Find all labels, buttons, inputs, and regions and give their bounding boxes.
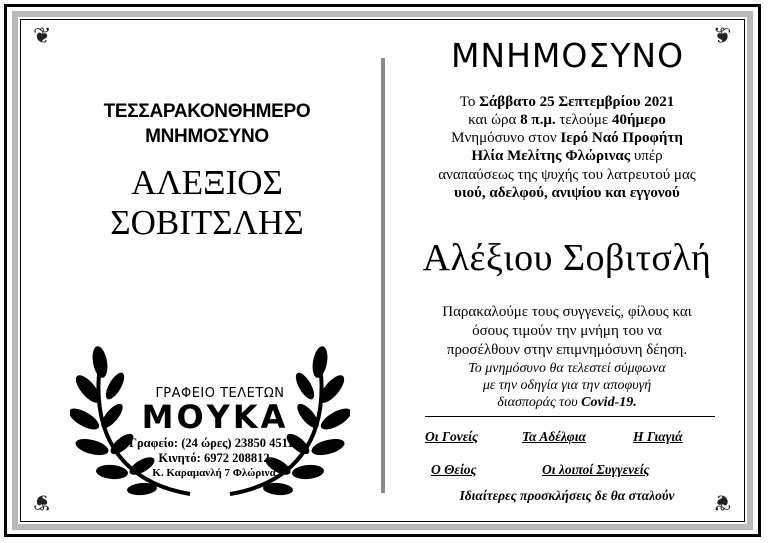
signature-siblings: Τα Αδέλφια [522, 429, 586, 444]
repose-line: αναπαύσεως της ψυχής του λατρευτού μας [438, 167, 696, 183]
signature-grandmother: Η Γιαγιά [633, 429, 683, 444]
church-line1: Μνημόσυνο στον Ιερό Ναό Προφήτη [451, 130, 683, 146]
service-time-line: και ώρα 8 π.μ. τελούμε 40ήμερο [468, 112, 666, 128]
separator-line [425, 416, 715, 417]
service-type: 40ήμερο [611, 112, 666, 128]
signature-parents: Οι Γονείς [425, 429, 479, 444]
invitation-line2: όσους τιμούν την μνήμη του να [472, 323, 662, 339]
corner-ornament-icon: ❦ [713, 489, 732, 514]
vertical-divider [381, 58, 385, 493]
relation-line: υιού, αδελφού, ανιψίου και εγγονού [454, 185, 680, 201]
invitation-line3: προσέλθουν στην επιμνημόσυνη δέηση. [446, 342, 688, 358]
left-title-line1: ΤΕΣΣΑΡΑΚΟΝΘΗΜΕΡΟ [103, 101, 311, 122]
corner-ornament-icon: ❦ [33, 24, 52, 49]
signature-uncle: Ο Θείος [431, 462, 477, 477]
address: Κ. Καραμανλή 7 Φλώρινα [152, 467, 276, 479]
left-name-last: ΣΟΒΙΤΣΛΗΣ [110, 203, 304, 242]
left-name-first: ΑΛΕΞΙΟΣ [131, 163, 283, 202]
no-invitations-notice: Ιδιαίτερες προσκλήσεις δε θα σταλούν [459, 488, 675, 503]
funeral-home-label: ΓΡΑΦΕΙΟ ΤΕΛΕΤΩΝ [155, 386, 285, 401]
covid-note-line2: με την οδηγία για την αποφυγή [482, 378, 652, 393]
office-phone: Γραφείο: (24 ώρες) 23850 45111 [129, 436, 299, 450]
service-date: Σάββατο 25 Σεπτεμβρίου 2021 [479, 94, 675, 110]
memorial-heading: ΜΝΗΜΟΣΥΝΟ [450, 36, 685, 75]
mobile-phone: Κινητό: 6972 208812 [158, 451, 270, 465]
deceased-name: Αλέξιου Σοβιτσλή [422, 237, 712, 279]
service-date-line: Το Σάββατο 25 Σεπτεμβρίου 2021 [459, 94, 675, 110]
service-time: 8 π.μ. [520, 112, 556, 128]
funeral-home-name: ΜΟΥΚΑ [141, 398, 289, 436]
corner-ornament-icon: ❦ [33, 489, 52, 514]
covid-note-line1: Το μνημόσυνο θα τελεστεί σύμφωνα [468, 361, 666, 376]
left-title-line2: ΜΝΗΜΟΣΥΝΟ [145, 126, 269, 147]
church-line2: Ηλία Μελίτης Φλώρινας υπέρ [471, 148, 663, 164]
corner-ornament-icon: ❦ [713, 24, 732, 49]
invitation-line1: Παρακαλούμε τους συγγενείς, φίλους και [442, 304, 692, 320]
signature-relatives: Οι λοιποί Συγγενείς [542, 462, 650, 477]
covid-note-line3: διασποράς του Covid-19. [497, 395, 637, 410]
